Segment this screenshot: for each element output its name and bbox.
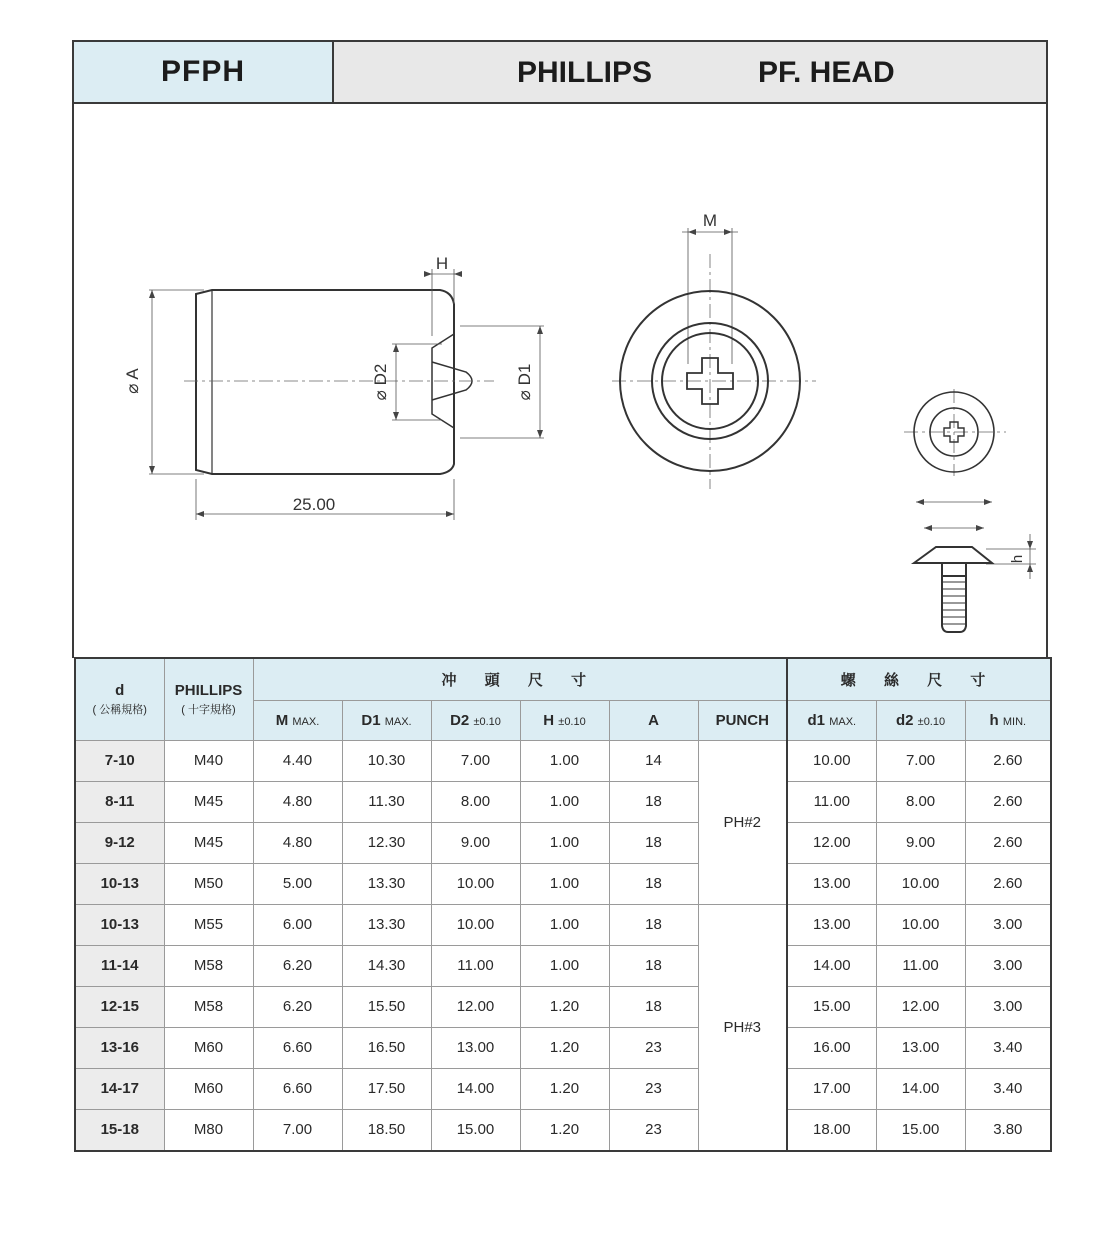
table-row <box>75 904 1051 945</box>
table-cell: 11.30 <box>342 781 431 822</box>
table-cell: 15.50 <box>342 986 431 1027</box>
table-cell: M45 <box>164 781 253 822</box>
title-right: PF. HEAD <box>758 56 895 89</box>
table-cell: 10-13 <box>75 904 164 945</box>
label-phi-a: ⌀ A <box>123 368 142 394</box>
table-cell: M60 <box>164 1027 253 1068</box>
table-cell: 13.00 <box>787 904 876 945</box>
title-bar <box>72 40 1048 104</box>
table-cell: 6.20 <box>253 945 342 986</box>
table-cell: M60 <box>164 1068 253 1109</box>
table-cell: 10.00 <box>431 904 520 945</box>
table-cell: 2.60 <box>965 740 1051 781</box>
table-cell: 9-12 <box>75 822 164 863</box>
table-row <box>75 945 1051 986</box>
table-cell: 11-14 <box>75 945 164 986</box>
table-cell: 13.00 <box>431 1027 520 1068</box>
table-cell: 14.00 <box>876 1068 965 1109</box>
punch-group-1: PH#2 <box>698 740 787 904</box>
table-cell: 13.00 <box>787 863 876 904</box>
table-cell: 7.00 <box>876 740 965 781</box>
col-header-m: M MAX. <box>253 700 342 740</box>
product-title <box>334 42 1046 102</box>
table-cell: 18 <box>609 781 698 822</box>
table-cell: 12-15 <box>75 986 164 1027</box>
table-cell: 14.30 <box>342 945 431 986</box>
table-cell: 18 <box>609 822 698 863</box>
col-header-screw-h: h MIN. <box>965 700 1051 740</box>
table-cell: 11.00 <box>876 945 965 986</box>
punch-group-2: PH#3 <box>698 904 787 1151</box>
table-cell: 17.50 <box>342 1068 431 1109</box>
table-cell: M45 <box>164 822 253 863</box>
table-cell: M55 <box>164 904 253 945</box>
table-cell: M80 <box>164 1109 253 1151</box>
table-cell: 14 <box>609 740 698 781</box>
table-cell: 17.00 <box>787 1068 876 1109</box>
group-header-screw: 螺 絲 尺 寸 <box>787 658 1051 700</box>
table-cell: 11.00 <box>787 781 876 822</box>
table-cell: 8-11 <box>75 781 164 822</box>
label-h: H <box>435 254 449 273</box>
table-cell: 6.60 <box>253 1027 342 1068</box>
label-phi-d1: ⌀ D1 <box>515 363 534 401</box>
table-cell: 9.00 <box>431 822 520 863</box>
col-header-d: d ( 公稱規格) <box>75 658 164 740</box>
table-row <box>75 1068 1051 1109</box>
table-row <box>75 781 1051 822</box>
table-row <box>75 986 1051 1027</box>
table-cell: M40 <box>164 740 253 781</box>
table-cell: 15-18 <box>75 1109 164 1151</box>
col-header-phillips: PHILLIPS ( 十字規格) <box>164 658 253 740</box>
table-cell: 7-10 <box>75 740 164 781</box>
col-header-d2: D2 ±0.10 <box>431 700 520 740</box>
table-cell: 6.00 <box>253 904 342 945</box>
table-cell: 1.00 <box>520 822 609 863</box>
table-cell: 1.20 <box>520 986 609 1027</box>
spec-table <box>74 657 1052 1152</box>
table-cell: 18 <box>609 986 698 1027</box>
table-cell: 10-13 <box>75 863 164 904</box>
title-left: PHILLIPS <box>517 56 653 89</box>
punch-body-outline <box>196 290 454 474</box>
label-m: M <box>702 211 718 230</box>
table-cell: 14.00 <box>431 1068 520 1109</box>
table-cell: 6.60 <box>253 1068 342 1109</box>
table-cell: 1.00 <box>520 945 609 986</box>
table-cell: 1.00 <box>520 904 609 945</box>
table-cell: 2.60 <box>965 781 1051 822</box>
table-cell: 6.20 <box>253 986 342 1027</box>
table-row <box>75 822 1051 863</box>
table-cell: 3.40 <box>965 1068 1051 1109</box>
table-cell: 5.00 <box>253 863 342 904</box>
table-cell: 11.00 <box>431 945 520 986</box>
col-header-d1: D1 MAX. <box>342 700 431 740</box>
table-cell: 15.00 <box>787 986 876 1027</box>
table-cell: 10.00 <box>431 863 520 904</box>
table-cell: 1.20 <box>520 1068 609 1109</box>
table-cell: 12.00 <box>787 822 876 863</box>
table-cell: 10.00 <box>876 863 965 904</box>
table-cell: 15.00 <box>431 1109 520 1151</box>
table-row <box>75 1027 1051 1068</box>
table-cell: 7.00 <box>253 1109 342 1151</box>
technical-drawing <box>74 104 1050 658</box>
table-cell: 3.80 <box>965 1109 1051 1151</box>
table-cell: 18.00 <box>787 1109 876 1151</box>
table-cell: 1.20 <box>520 1109 609 1151</box>
table-cell: 3.40 <box>965 1027 1051 1068</box>
table-cell: 14.00 <box>787 945 876 986</box>
table-cell: 23 <box>609 1068 698 1109</box>
product-code: PFPH <box>74 42 334 102</box>
col-header-screw-d1: d1 MAX. <box>787 700 876 740</box>
table-cell: 8.00 <box>431 781 520 822</box>
table-cell: 16.00 <box>787 1027 876 1068</box>
table-cell: 10.00 <box>787 740 876 781</box>
table-cell: 1.00 <box>520 781 609 822</box>
table-cell: 23 <box>609 1027 698 1068</box>
table-cell: 13-16 <box>75 1027 164 1068</box>
table-cell: 23 <box>609 1109 698 1151</box>
group-header-punch: 冲 頭 尺 寸 <box>253 658 787 700</box>
table-cell: M50 <box>164 863 253 904</box>
table-cell: 3.00 <box>965 904 1051 945</box>
table-row <box>75 863 1051 904</box>
label-length: 25.00 <box>292 495 336 514</box>
table-cell: 2.60 <box>965 822 1051 863</box>
screw-side-view <box>914 547 992 632</box>
table-cell: 3.00 <box>965 945 1051 986</box>
table-cell: 12.30 <box>342 822 431 863</box>
table-cell: M58 <box>164 986 253 1027</box>
col-header-h: H ±0.10 <box>520 700 609 740</box>
table-cell: 4.80 <box>253 822 342 863</box>
table-cell: 13.30 <box>342 863 431 904</box>
table-cell: 18 <box>609 863 698 904</box>
col-header-punch: PUNCH <box>698 700 787 740</box>
table-cell: 14-17 <box>75 1068 164 1109</box>
table-row <box>75 740 1051 781</box>
col-header-a: A <box>609 700 698 740</box>
table-cell: 18 <box>609 904 698 945</box>
table-cell: 9.00 <box>876 822 965 863</box>
table-cell: M58 <box>164 945 253 986</box>
table-cell: 8.00 <box>876 781 965 822</box>
table-cell: 7.00 <box>431 740 520 781</box>
table-cell: 1.00 <box>520 740 609 781</box>
table-cell: 18.50 <box>342 1109 431 1151</box>
table-cell: 1.00 <box>520 863 609 904</box>
table-cell: 16.50 <box>342 1027 431 1068</box>
table-cell: 18 <box>609 945 698 986</box>
table-cell: 10.00 <box>876 904 965 945</box>
table-row <box>75 1109 1051 1151</box>
table-cell: 15.00 <box>876 1109 965 1151</box>
table-cell: 1.20 <box>520 1027 609 1068</box>
label-small-h: h <box>1009 554 1026 564</box>
table-cell: 3.00 <box>965 986 1051 1027</box>
table-cell: 2.60 <box>965 863 1051 904</box>
table-cell: 10.30 <box>342 740 431 781</box>
col-header-screw-d2: d2 ±0.10 <box>876 700 965 740</box>
label-phi-d2: ⌀ D2 <box>371 363 390 401</box>
table-cell: 13.30 <box>342 904 431 945</box>
table-cell: 4.80 <box>253 781 342 822</box>
table-cell: 12.00 <box>431 986 520 1027</box>
drawing-frame <box>72 104 1048 658</box>
table-cell: 4.40 <box>253 740 342 781</box>
table-cell: 13.00 <box>876 1027 965 1068</box>
table-cell: 12.00 <box>876 986 965 1027</box>
